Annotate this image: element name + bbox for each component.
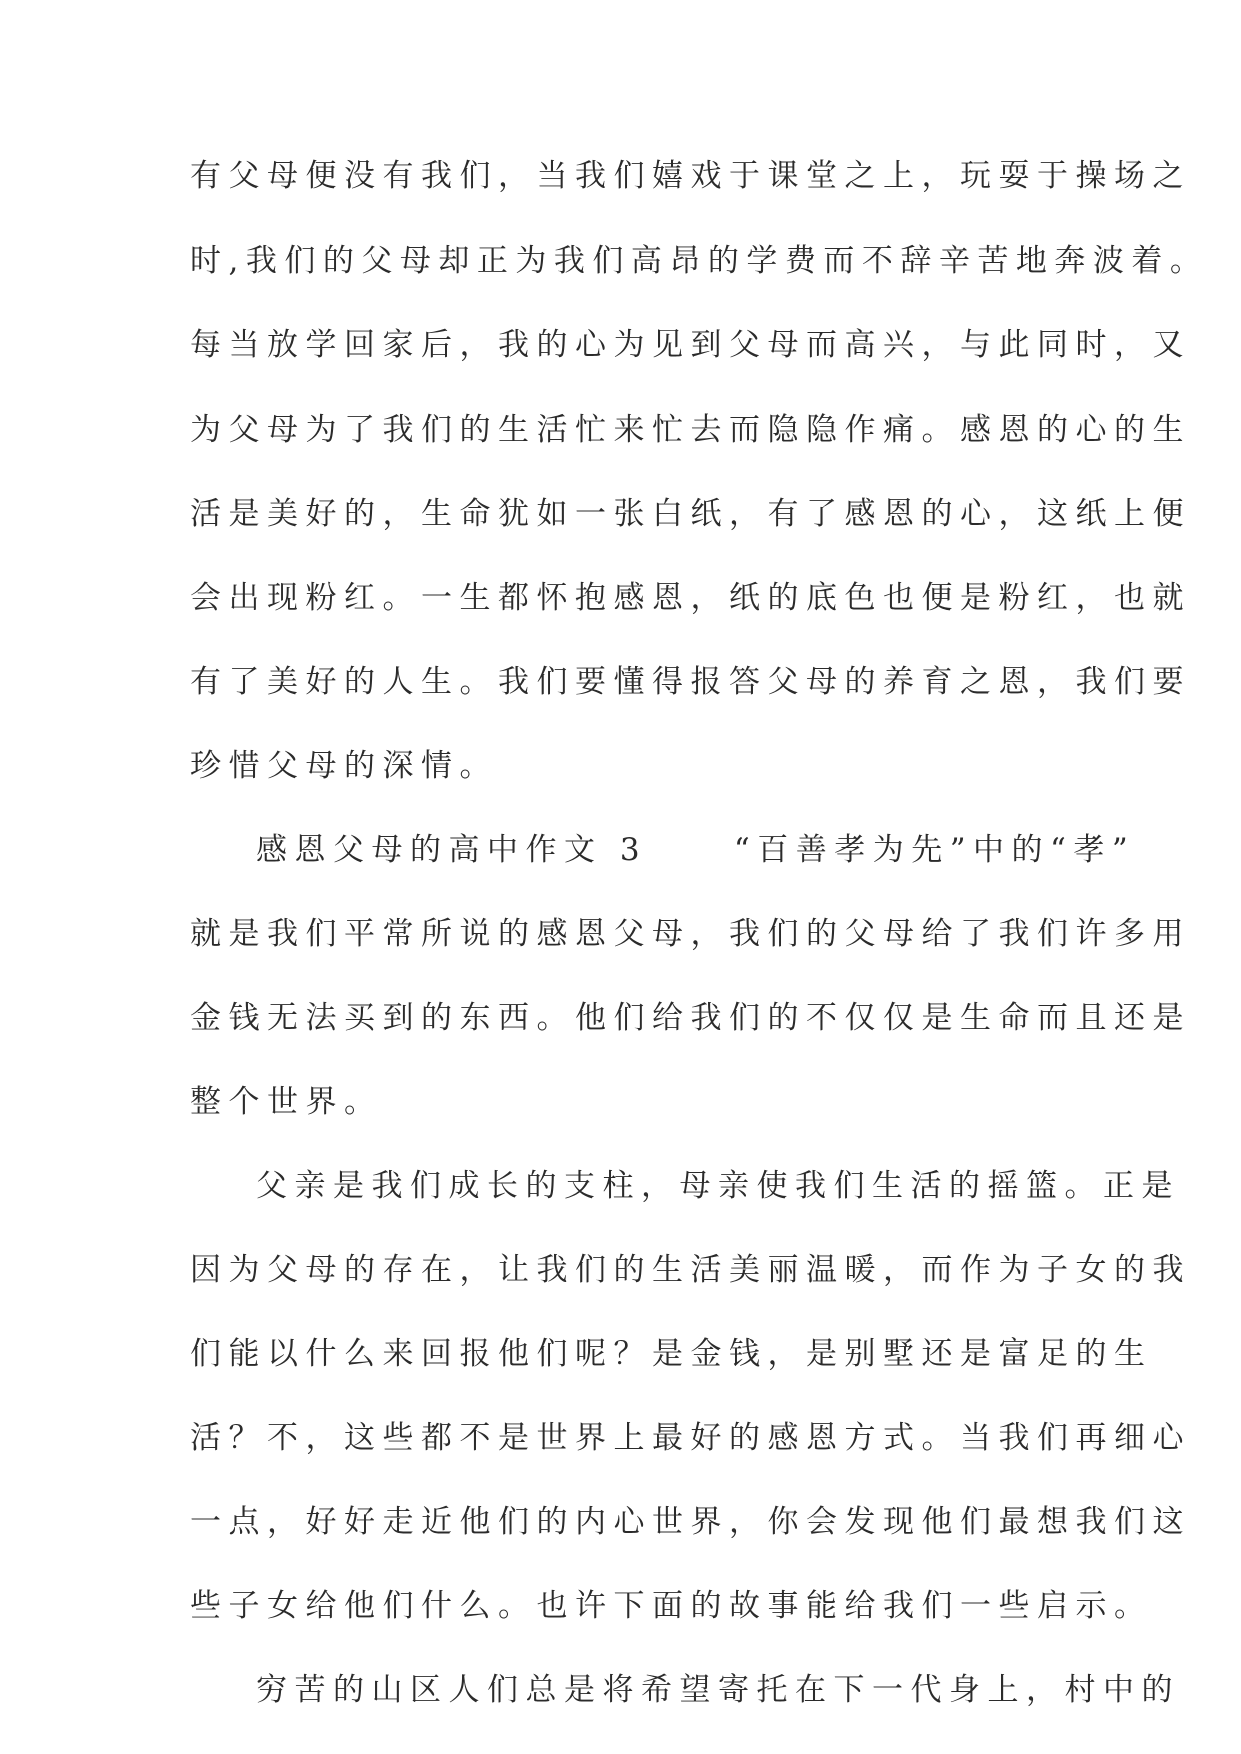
text-line: 有父母便没有我们，当我们嬉戏于课堂之上，玩耍于操场之 [190,158,1191,194]
paragraph-start-line: 父亲是我们成长的支柱，母亲使我们生活的摇篮。正是 [256,1168,1180,1204]
section-heading-line: 感恩父母的高中作文 3 “百善孝为先”中的“孝” [256,832,1136,868]
text-line: 些子女给他们什么。也许下面的故事能给我们一些启示。 [190,1588,1153,1624]
text-line: 们能以什么来回报他们呢？是金钱，是别墅还是富足的生 [190,1336,1153,1372]
text-line: 整个世界。 [190,1084,383,1120]
paragraph-start-line: 穷苦的山区人们总是将希望寄托在下一代身上，村中的 [256,1672,1180,1708]
text-line: 珍惜父母的深情。 [190,748,498,784]
text-line: 为父母为了我们的生活忙来忙去而隐隐作痛。感恩的心的生 [190,412,1191,448]
text-line: 因为父母的存在，让我们的生活美丽温暖，而作为子女的我 [190,1252,1191,1288]
text-line: 活？不，这些都不是世界上最好的感恩方式。当我们再细心 [190,1420,1191,1456]
text-line: 就是我们平常所说的感恩父母，我们的父母给了我们许多用 [190,916,1191,952]
text-line: 金钱无法买到的东西。他们给我们的不仅仅是生命而且还是 [190,1000,1191,1036]
text-line: 活是美好的，生命犹如一张白纸，有了感恩的心，这纸上便 [190,496,1191,532]
text-line: 有了美好的人生。我们要懂得报答父母的养育之恩，我们要 [190,664,1191,700]
text-line: 每当放学回家后，我的心为见到父母而高兴，与此同时，又 [190,327,1191,363]
text-line: 一点，好好走近他们的内心世界，你会发现他们最想我们这 [190,1504,1191,1540]
text-line: 会出现粉红。一生都怀抱感恩，纸的底色也便是粉红，也就 [190,580,1191,616]
text-line: 时,我们的父母却正为我们高昂的学费而不辞辛苦地奔波着。 [190,243,1209,279]
